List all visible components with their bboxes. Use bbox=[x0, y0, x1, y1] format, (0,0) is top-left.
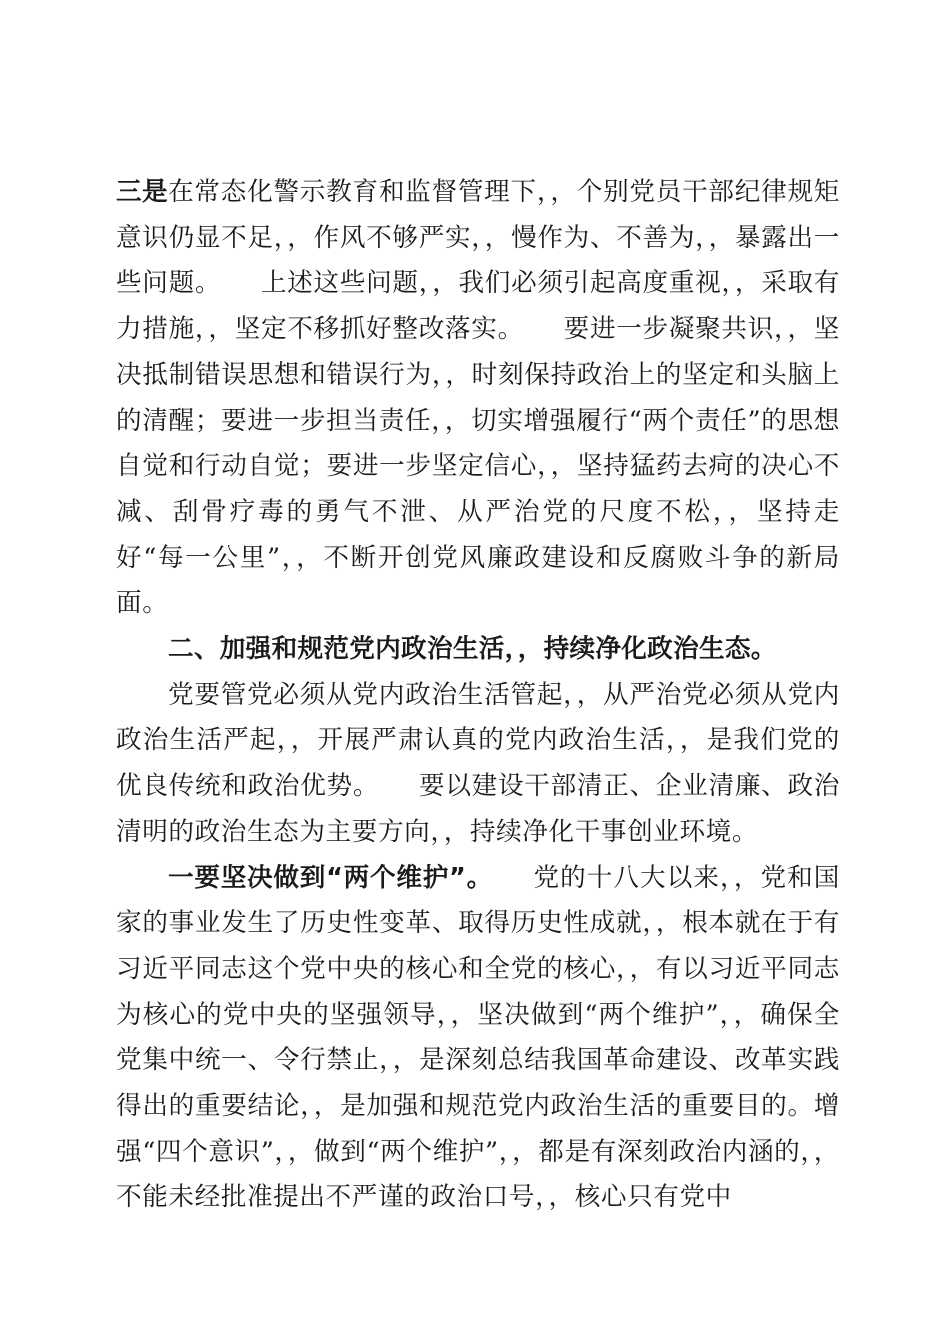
paragraph-party-life: 党要管党必须从党内政治生活管起，，从严治党必须从党内政治生活严起，，开展严肃认真的党内政治生活，，是我们党的优良传统和政治优势。 要以建设干部清正、企业清廉、政治清明的政治生态为主要方向，，持续净化干事创业环境。 bbox=[116, 679, 840, 847]
paragraph-two-safeguards bbox=[116, 856, 840, 1222]
paragraph-lead: 一要坚决做到“两个维护”。 bbox=[168, 862, 481, 893]
section-heading: 二、加强和规范党内政治生活，，持续净化政治生态。 bbox=[168, 634, 777, 665]
paragraph-text: 党的十八大以来，，党和国家的事业发生了历史性变革、取得历史性成就，，根本就在于有习近平同志这个党中央的核心和全党的核心，，有以习近平同志为核心的党中央的坚强领导，，坚决做到“两个维护”，，确保全党集中统一、令行禁止，，是深刻总结我国革命建设、改革实践得出的重要结论，，是加强和规范党内政治生活的重要目的。增强“四个意识”，，做到“两个维护”，，都是有深刻政治内涵的，，不能未经批准提出不严谨的政治口号，，核心只有党中 bbox=[116, 862, 840, 1213]
paragraph-lead: 三是 bbox=[116, 177, 169, 207]
paragraph-text: 在常态化警示教育和监督管理下，，个别党员干部纪律规矩意识仍显不足，，作风不够严实，，慢作为、不善为，，暴露出一些问题。 上述这些问题，，我们必须引起高度重视，，采取有力措施，，坚定不移抓好整改落实。 要进一步凝聚共识，，坚决抵制错误思想和错误行为，，时刻保持政治上的坚定和头脑上的清醒；要进一步担当责任，，切实增强履行“两个责任”的思想自觉和行动自觉；要进一步坚定信心，，坚持猛药去疴的决心不减、刮骨疗毒的勇气不泄、从严治党的尺度不松，，坚持走好“每一公里”，，不断开创党风廉政建设和反腐败斗争的新局面。 bbox=[116, 177, 840, 619]
document-body bbox=[116, 170, 840, 1221]
paragraph-third-point bbox=[116, 170, 840, 627]
